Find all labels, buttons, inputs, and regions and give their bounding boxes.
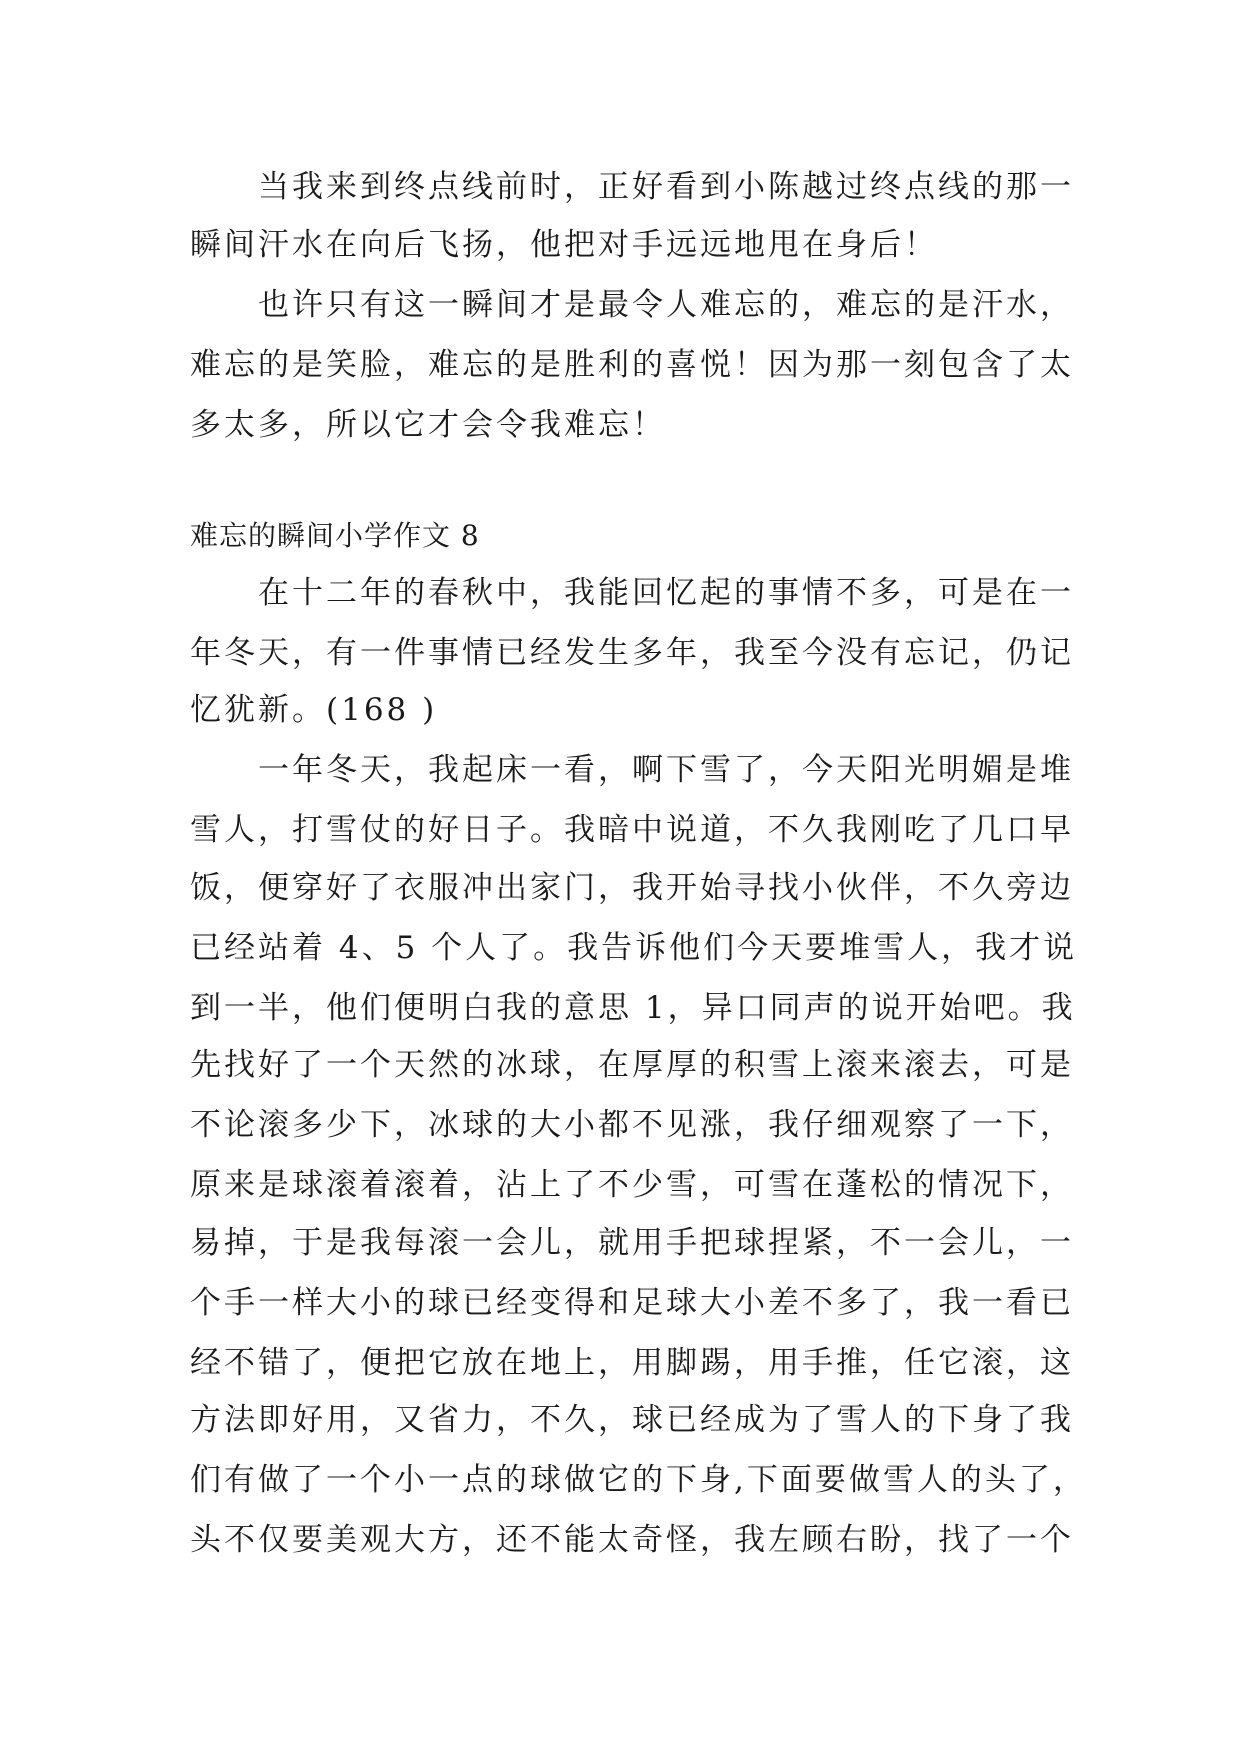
paragraph-2-line-2: 难忘的是笑脸，难忘的是胜利的喜悦！因为那一刻包含了太 — [190, 347, 1074, 383]
paragraph-2-line-3: 多太多，所以它才会令我难忘！ — [190, 407, 666, 443]
paragraph-4-line-8: 原来是球滚着滚着，沾上了不少雪，可雪在蓬松的情况下， — [190, 1167, 1074, 1203]
paragraph-4-line-11: 经不错了，便把它放在地上，用脚踢，用手推，任它滚，这 — [190, 1345, 1074, 1381]
paragraph-4-line-12: 方法即好用，又省力，不久，球已经成为了雪人的下身了我 — [190, 1402, 1074, 1438]
section-heading: 难忘的瞬间小学作文 8 — [190, 519, 480, 552]
paragraph-3-line-1: 在十二年的春秋中，我能回忆起的事情不多，可是在一 — [258, 575, 1074, 611]
paragraph-4-line-5: 到一半，他们便明白我的意思 1，异口同声的说开始吧。我 — [190, 990, 1076, 1026]
paragraph-4-line-14: 头不仅要美观大方，还不能太奇怪，我左顾右盼，找了一个 — [190, 1522, 1074, 1558]
paragraph-3-line-2: 年冬天，有一件事情已经发生多年，我至今没有忘记，仍记 — [190, 635, 1074, 671]
paragraph-4-line-9: 易掉，于是我每滚一会儿，就用手把球捏紧，不一会儿，一 — [190, 1225, 1074, 1261]
paragraph-4-line-1: 一年冬天，我起床一看，啊下雪了，今天阳光明媚是堆 — [258, 752, 1074, 788]
paragraph-1-line-1: 当我来到终点线前时，正好看到小陈越过终点线的那一 — [258, 169, 1074, 205]
paragraph-4-line-13: 们有做了一个小一点的球做它的下身,下面要做雪人的头了， — [190, 1462, 1087, 1498]
paragraph-4-line-6: 先找好了一个天然的冰球，在厚厚的积雪上滚来滚去，可是 — [190, 1047, 1074, 1083]
paragraph-4-line-10: 个手一样大小的球已经变得和足球大小差不多了，我一看已 — [190, 1285, 1074, 1321]
paragraph-4-line-4: 已经站着 4、5 个人了。我告诉他们今天要堆雪人，我才说 — [190, 930, 1078, 966]
paragraph-4-line-7: 不论滚多少下，冰球的大小都不见涨，我仔细观察了一下， — [190, 1107, 1074, 1143]
paragraph-4-line-2: 雪人，打雪仗的好日子。我暗中说道，不久我刚吃了几口早 — [190, 812, 1074, 848]
paragraph-3-line-3: 忆犹新。(168 ) — [190, 692, 438, 728]
paragraph-2-line-1: 也许只有这一瞬间才是最令人难忘的，难忘的是汗水， — [258, 287, 1074, 323]
paragraph-4-line-3: 饭，便穿好了衣服冲出家门，我开始寻找小伙伴，不久旁边 — [190, 870, 1074, 906]
paragraph-1-line-2: 瞬间汗水在向后飞扬，他把对手远远地甩在身后！ — [190, 227, 938, 263]
